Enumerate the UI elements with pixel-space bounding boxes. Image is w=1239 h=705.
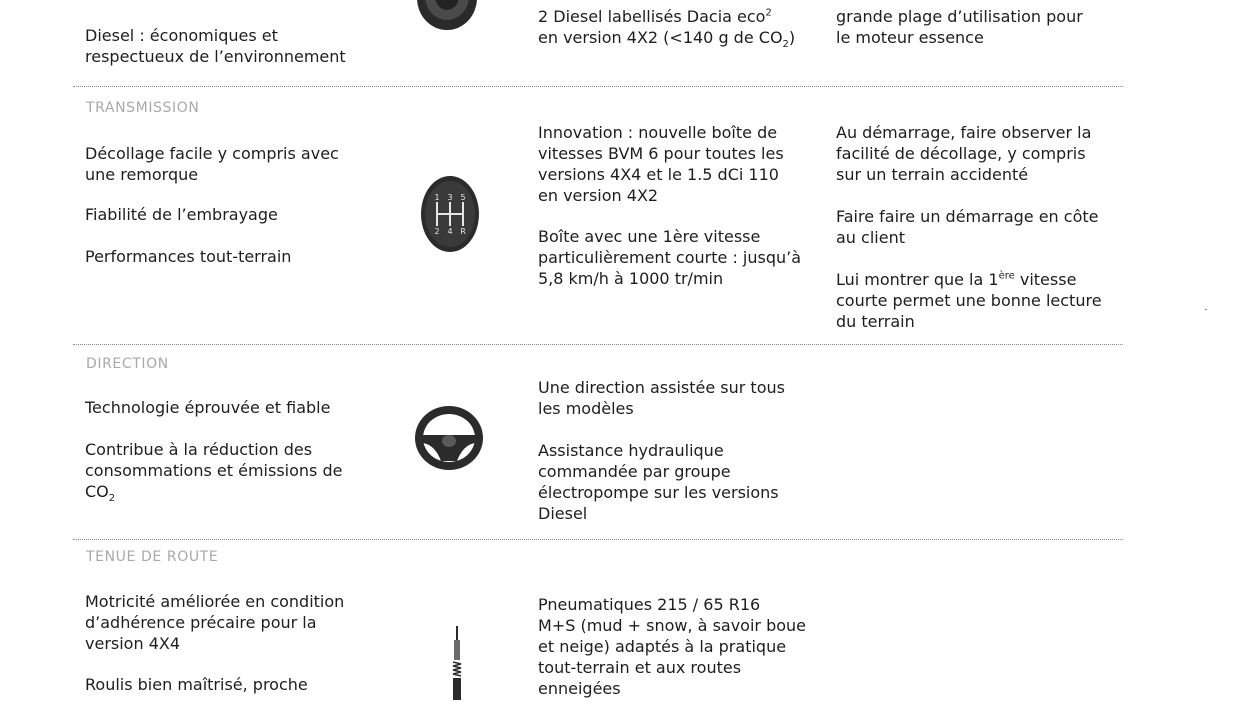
feature-text-line: Innovation : nouvelle boîte de [538, 123, 778, 142]
feature-text-line: Boîte avec une 1ère vitesse [538, 227, 761, 246]
gear-digit: 1 [434, 193, 440, 202]
benefit-text-line: Roulis bien maîtrisé, proche [85, 675, 308, 694]
gear-digit: R [460, 227, 466, 236]
benefit-text-line: d’adhérence précaire pour la [85, 613, 317, 632]
demo-text-line: Lui montrer que la 1ère vitesse [836, 270, 1077, 289]
handling-feature [538, 594, 806, 699]
feature-text-line: tout-terrain et aux routes [538, 658, 742, 677]
feature-text-line: électropompe sur les versions [538, 483, 779, 502]
handling-benefit [85, 674, 308, 695]
feature-text-line: Une direction assistée sur tous [538, 378, 785, 397]
gear-digit: 2 [434, 227, 440, 236]
direction-feature [538, 377, 785, 419]
feature-text-line: particulièrement courte : jusqu’à [538, 248, 802, 267]
feature-text-line: versions 4X4 et le 1.5 dCi 110 [538, 165, 779, 184]
engine-benefit [85, 25, 346, 67]
feature-text-line: en version 4X2 [538, 186, 659, 205]
benefit-text-line: Fiabilité de l’embrayage [85, 205, 278, 224]
transmission-demo [836, 206, 1098, 248]
feature-text-line: 2 Diesel labellisés Dacia eco$^2$ [538, 7, 772, 26]
section-divider [73, 539, 1123, 540]
demo-text-line: du terrain [836, 312, 915, 331]
gear-digit: 4 [447, 227, 453, 236]
direction-benefit [85, 397, 330, 418]
engine-feature [538, 6, 796, 51]
gear-shift-icon [420, 175, 480, 258]
suspension-spring-icon [450, 626, 464, 705]
direction-benefit [85, 439, 343, 505]
feature-text-line: Diesel [538, 504, 588, 523]
section-title-transmission: TRANSMISSION [86, 100, 200, 116]
transmission-benefit [85, 246, 291, 267]
feature-text-line: vitesses BVM 6 pour toutes les [538, 144, 784, 163]
engine-dial-icon [414, 0, 480, 37]
feature-text-line: en version 4X2 (<140 g de $CO_2$) [538, 28, 796, 51]
feature-text-line: Assistance hydraulique [538, 441, 724, 460]
transmission-feature [538, 122, 784, 206]
direction-feature [538, 440, 779, 524]
feature-text-line: commandée par groupe [538, 462, 731, 481]
feature-text-line: M+S (mud + snow, à savoir boue [538, 616, 807, 635]
demo-text-line: le moteur essence [836, 28, 984, 47]
feature-text-line: et neige) adaptés à la pratique [538, 637, 787, 656]
demo-text-line: courte permet une bonne lecture [836, 291, 1102, 310]
demo-text-line: au client [836, 228, 905, 247]
benefit-text-line: version 4X4 [85, 634, 181, 653]
demo-text-line: Au démarrage, faire observer la [836, 123, 1092, 142]
benefit-text-line: Diesel : économiques et [85, 26, 278, 45]
feature-text-line: les modèles [538, 399, 634, 418]
benefit-text-line: Contribue à la réduction des [85, 440, 313, 459]
feature-text-line: Pneumatiques 215 / 65 R16 [538, 595, 761, 614]
transmission-benefit [85, 204, 278, 225]
benefit-text-line: Motricité améliorée en condition [85, 592, 345, 611]
demo-text-line: Faire faire un démarrage en côte [836, 207, 1099, 226]
steering-wheel-icon [413, 405, 485, 476]
feature-text-line: 5,8 km/h à 1000 tr/min [538, 269, 724, 288]
transmission-benefits [85, 143, 339, 185]
benefit-text-line: consommations et émissions de [85, 461, 343, 480]
section-title-handling: TENUE DE ROUTE [86, 549, 219, 565]
benefit-text-line: respectueux de l’environnement [85, 47, 346, 66]
gear-digit: 3 [447, 193, 453, 202]
demo-text-line: sur un terrain accidenté [836, 165, 1029, 184]
benefit-text-line: Performances tout-terrain [85, 247, 292, 266]
gear-digit: 5 [460, 193, 466, 202]
section-divider [73, 344, 1123, 345]
benefit-text-line: une remorque [85, 165, 199, 184]
benefit-text-line: Technologie éprouvée et fiable [85, 398, 331, 417]
transmission-demo [836, 122, 1091, 185]
transmission-demo [836, 269, 1102, 332]
section-divider [73, 86, 1123, 87]
engine-demo [836, 6, 1083, 48]
demo-text-line: grande plage d’utilisation pour [836, 7, 1083, 26]
handling-benefit [85, 591, 344, 654]
benefit-text-line: $CO_2$ [85, 482, 116, 505]
scan-speck [1205, 309, 1207, 310]
section-title-direction: DIRECTION [86, 356, 169, 372]
benefit-text-line: Décollage facile y compris avec [85, 144, 339, 163]
feature-text-line: enneigées [538, 679, 621, 698]
demo-text-line: facilité de décollage, y compris [836, 144, 1086, 163]
transmission-feature [538, 226, 801, 289]
